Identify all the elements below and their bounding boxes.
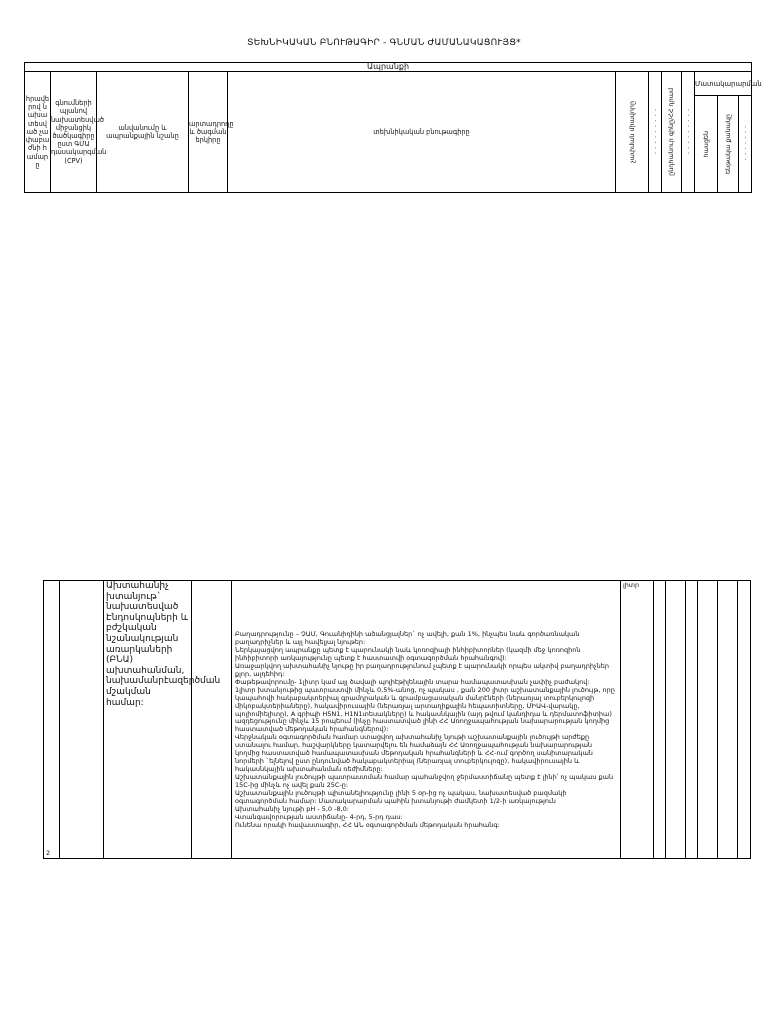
- spec-line: 1լիտր խտանյութից պատրաստվի մինչև 0,5%-անոց, ոչ պակաս , քան 200 լիտր աշխատանքային լուծույթ, որը կապահովի հակաբակտերիալ գրամդրական և գրամբացասական մանրէների (ներառյալ տուբերկուլոզի միկոբակտերիաները), հակավիրուսային (ներառյալ արտաղիքային հեպատիտները, ՄԻԱՎ-վարակը, պոլիոմիելիտը), A գրիպի H5N1, H1N1տեսակները) և հակասնկային (այդ թվում կանդիդա և դերմատոֆիտիա) ազդեցությունը մինչև 15 րոպեում (ինչը հաստատված լինի ՀՀ Առողջապահության նախարարության կողմից հաստատված մեթոդական հրահանգներով):: [235, 685, 615, 734]
- col-cpv-header: գնումների պլանով նախատեսված միջանցիկ ծածկագիրը ըստ ԳՄԱ դասակարգման (CPV): [51, 72, 97, 193]
- spec-line: Ախտահանիչ նյութի pH - 5,0 -8,0:: [235, 804, 349, 813]
- spec-line: Վտանգավորության աստիճանը- 4-րդ, 5-րդ դաս:: [235, 812, 403, 821]
- row-address-cell: [698, 581, 718, 859]
- page-title: ՏԵԽՆԻԿԱԿԱՆ ԲՆՈՒԹԱԳԻՐ - ԳՆՄԱՆ ԺԱՄԱՆԱԿԱՑՈՒՅՑ*: [247, 38, 521, 48]
- spec-line: Աշխատանքային լուծույթի պիտանելիությունը լինի 5 օր-ից ոչ պակաս, նախատեսված բազմակի օգտագործման համար: Մատակարարման պահին խտանյութի ժամկետի 1/2-ի առկայություն: [235, 789, 567, 806]
- col-total-price-header: [662, 72, 682, 193]
- spec-line: Ներկայացվող ապրանքը պետք է պարունակի նաև կոռոզիայի ինհիբիտորներ (կազմի մեջ կոռոզիոն ինհիբիտորի առկայությունը պետք է հաստատվի օգտագործման հրահանգով):: [235, 645, 581, 662]
- header-table: [24, 62, 762, 193]
- col-lot-number-header: հրավերով նախատեսված չափաբաժնի համարը: [25, 72, 51, 193]
- spec-line: Վերջնական օգտագործման համար ստացվող ախտահանիչ նյութի աշխատանքային լուծույթի արժեքը ստանալու համար, հաշվարկները կատարվելու են համաձայն ՀՀ Առողջապահության նախարարության կողմից հաստատված համապատասխան մեթոդական հրահանգների և ՀՀ-ում գործող սանիտարական նորմերի `ելնելով ըստ ընդունված հակաբակտերիալ (ներառյալ տուբերկուլոզը), հակավիրուսային և հակասնկային ախտահանման ռեժիմները:: [235, 733, 593, 774]
- col-blank-header-1: - - - - - - - - -: [649, 72, 662, 193]
- col-name-header: անվանումը և ապրանքային նշանը: [97, 72, 189, 193]
- row-manufacturer-cell: [192, 581, 232, 859]
- col-spec-header: տեխնիկական բնութագիրը: [228, 72, 616, 193]
- row-cpv-cell: [60, 581, 104, 859]
- row-spec: [232, 581, 621, 859]
- row-cell-blank-1: [654, 581, 666, 859]
- spec-line: Բաղադրությունը – ՉԱՄ, Գուանիդինի ածանցյալներ` ոչ ավելի, քան 1%, ինչպես նաև գործառնական բաղադրիչներ և այլ հավելյալ նյութեր:: [235, 630, 580, 646]
- row-number: 2: [44, 581, 60, 859]
- row-quantity-cell: [718, 581, 738, 859]
- row-name: Ախտահանիչ խտանյութ` նախատեսված Էնդոսկոպների և բժշկական նշանակության առարկաների (ԲՆԱ) ախտահանման, նախամանրէազերծման մշակման համար:: [104, 581, 192, 859]
- col-unit-header: [616, 72, 649, 193]
- col-quantity-header: ենթակա քանակը: [718, 96, 739, 193]
- spec-line: Փաթեթավորումը- 1լիտր կամ այլ ծավալի պոլիէթիլենային տարա համապատասխան չափիչ բաժակով:: [235, 677, 590, 686]
- row-cell-blank-3: [738, 581, 751, 859]
- table-row: [44, 581, 751, 859]
- group-header: Ապրանքի: [25, 63, 752, 72]
- col-total-price-label: ընդհանուր գինը/ՀՀ դրամ: [667, 88, 676, 176]
- col-unit-label: չափման միավորը: [627, 101, 636, 163]
- data-table: [43, 580, 751, 859]
- row-total-price-cell: [666, 581, 686, 859]
- row-cell-blank-2: [686, 581, 698, 859]
- spec-line: Առաջարկվող ախտահանիչ նյութը իր բաղադրությունում չպետք է պարունակի որպես ակտիվ բաղադրիչներ քլոր, ալդեհիդ:: [235, 661, 609, 678]
- col-address-header: հասցեն: [695, 96, 718, 193]
- col-blank-header-2: - - - - - - - - -: [682, 72, 695, 193]
- delivery-header: Մատակարարման: [695, 72, 752, 96]
- row-unit: լիտր: [621, 581, 654, 859]
- spec-line: Աշխատանքային լուծույթի պատրաստման համար պահանջվող ջերմաստիճանը պետք է լինի՝ ոչ պակաս քան 15C-ից մինչև ոչ ավել քան 25C-ը:: [235, 773, 614, 790]
- spec-line: Ունենա որակի հավաստագիր, ՀՀ ԱՆ օգտագործման մեթոդական հրահանգ:: [235, 820, 500, 829]
- col-blank-header-3: - - - - - - -: [739, 96, 752, 193]
- col-manufacturer-header: արտադրողը և ծագման երկիրը: [189, 72, 228, 193]
